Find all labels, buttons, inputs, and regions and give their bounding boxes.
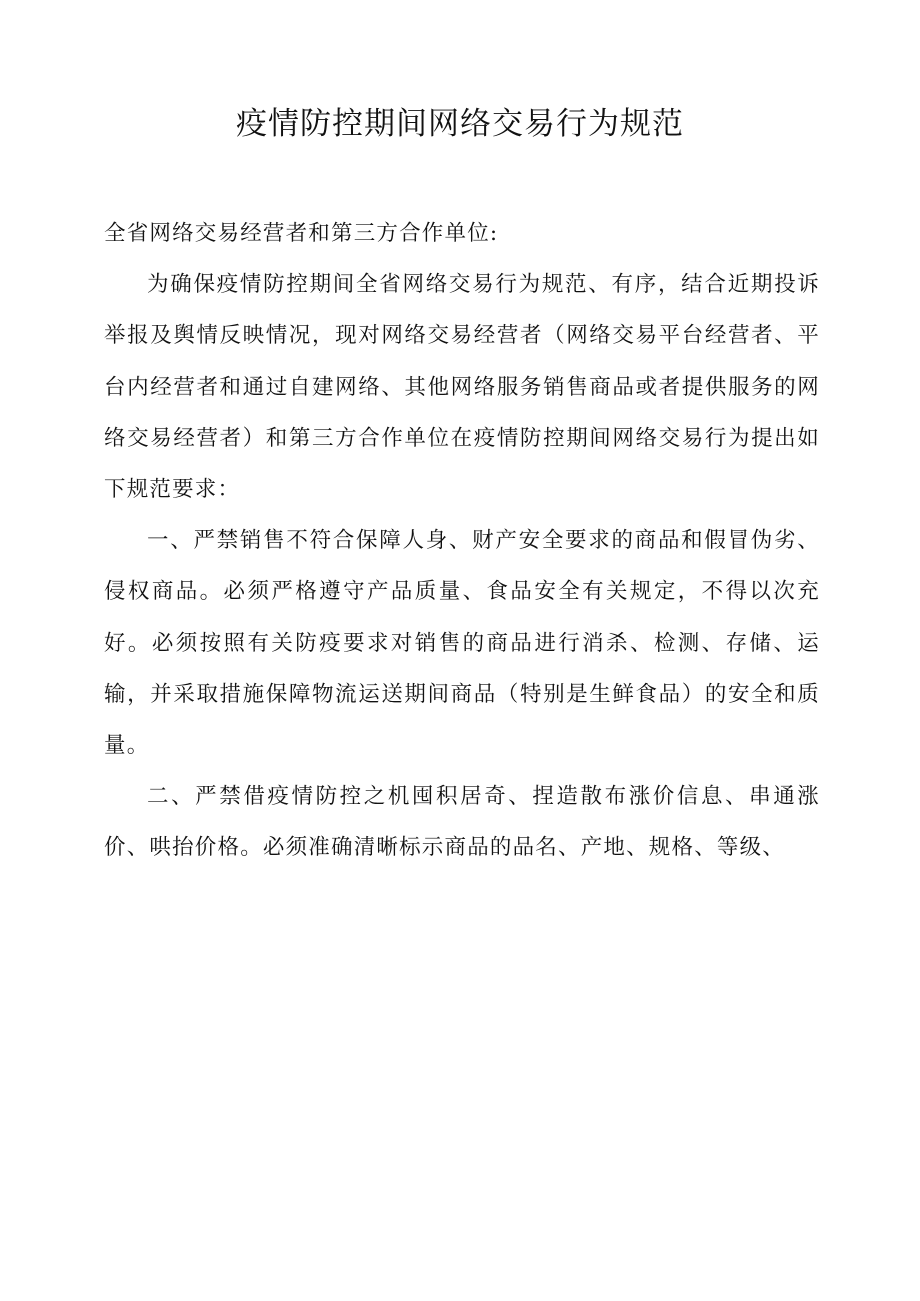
paragraph-item-2: 二、严禁借疫情防控之机囤积居奇、捏造散布涨价信息、串通涨价、哄抬价格。必须准确清晰标示商品的品名、产地、规格、等级、 <box>104 784 820 861</box>
paragraph-intro: 为确保疫情防控期间全省网络交易行为规范、有序，结合近期投诉举报及舆情反映情况，现对网络交易经营者（网络交易平台经营者、平台内经营者和通过自建网络、其他网络服务销售商品或者提供服务的网络交易经营者）和第三方合作单位在疫情防控期间网络交易行为提出如下规范要求： <box>104 272 820 503</box>
paragraph-item-1: 一、严禁销售不符合保障人身、财产安全要求的商品和假冒伪劣、侵权商品。必须严格遵守产品质量、食品安全有关规定，不得以次充好。必须按照有关防疫要求对销售的商品进行消杀、检测、存储、运输，并采取措施保障物流运送期间商品（特别是生鲜食品）的安全和质量。 <box>104 528 820 759</box>
document-body <box>104 208 820 874</box>
document-title: 疫情防控期间网络交易行为规范 <box>236 106 684 142</box>
salutation: 全省网络交易经营者和第三方合作单位: <box>104 221 499 246</box>
